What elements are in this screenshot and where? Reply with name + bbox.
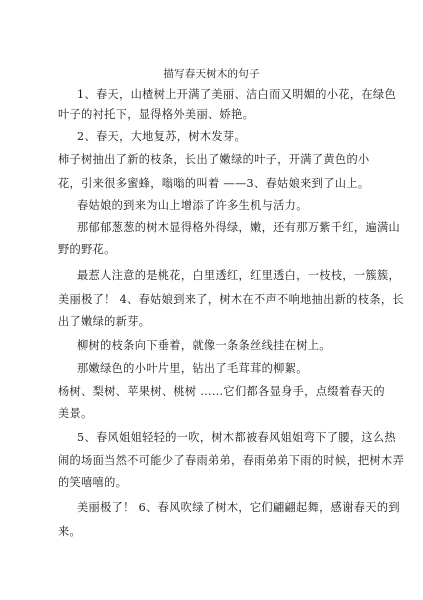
text-line: 闹的场面当然不可能少了春雨弟弟，春雨弟弟下雨的时候，把树木弄 bbox=[58, 454, 405, 467]
text-line: 美丽极了！ 6、春风吹绿了树木，它们翩翩起舞，感谢春天的到 bbox=[77, 501, 400, 514]
document-title: 描写春天树木的句子 bbox=[163, 68, 260, 80]
text-line: 出了嫩绿的新芽。 bbox=[58, 315, 151, 328]
text-line: 美丽极了！ 4、春姑娘到来了，树木在不声不响地抽出新的枝条，长 bbox=[58, 293, 404, 306]
text-line: 春姑娘的到来为山上增添了许多生机与活力。 bbox=[77, 199, 308, 212]
text-line: 2、春天，大地复苏，树木发芽。 bbox=[77, 130, 246, 143]
text-line: 杨树、梨树、苹果树、桃树 ……它们都各显身手，点缀着春天的 bbox=[58, 385, 385, 398]
text-line: 花，引来很多蜜蜂，嗡嗡的叫着 ——3、春姑娘来到了山上。 bbox=[58, 177, 370, 190]
text-line: 来。 bbox=[58, 525, 82, 538]
text-line: 那郁郁葱葱的树木显得格外得绿，嫩，还有那万紫千红，遍满山 bbox=[77, 221, 401, 234]
text-line: 的笑嘻嘻的。 bbox=[58, 476, 128, 489]
text-line: 5、春风姐姐轻轻的一吹，树木都被春风姐姐弯下了腰，这么热 bbox=[77, 431, 396, 444]
text-line: 那嫩绿色的小叶片里，钻出了毛茸茸的柳絮。 bbox=[77, 362, 308, 375]
text-line: 1、春天，山楂树上开满了美丽、洁白而又明媚的小花，在绿色 bbox=[77, 88, 396, 101]
text-line: 叶子的衬托下，显得格外美丽、娇艳。 bbox=[58, 108, 255, 121]
text-line: 最惹人注意的是桃花，白里透红，红里透白，一枝枝，一簇簇， bbox=[77, 269, 401, 282]
text-line: 野的野花。 bbox=[58, 243, 116, 256]
text-line: 美景。 bbox=[58, 407, 93, 420]
text-line: 柳树的枝条向下垂着，就像一条条丝线挂在树上。 bbox=[77, 339, 331, 352]
text-line: 柿子树抽出了新的枝条，长出了嫩绿的叶子，开满了黄色的小 bbox=[58, 153, 370, 166]
